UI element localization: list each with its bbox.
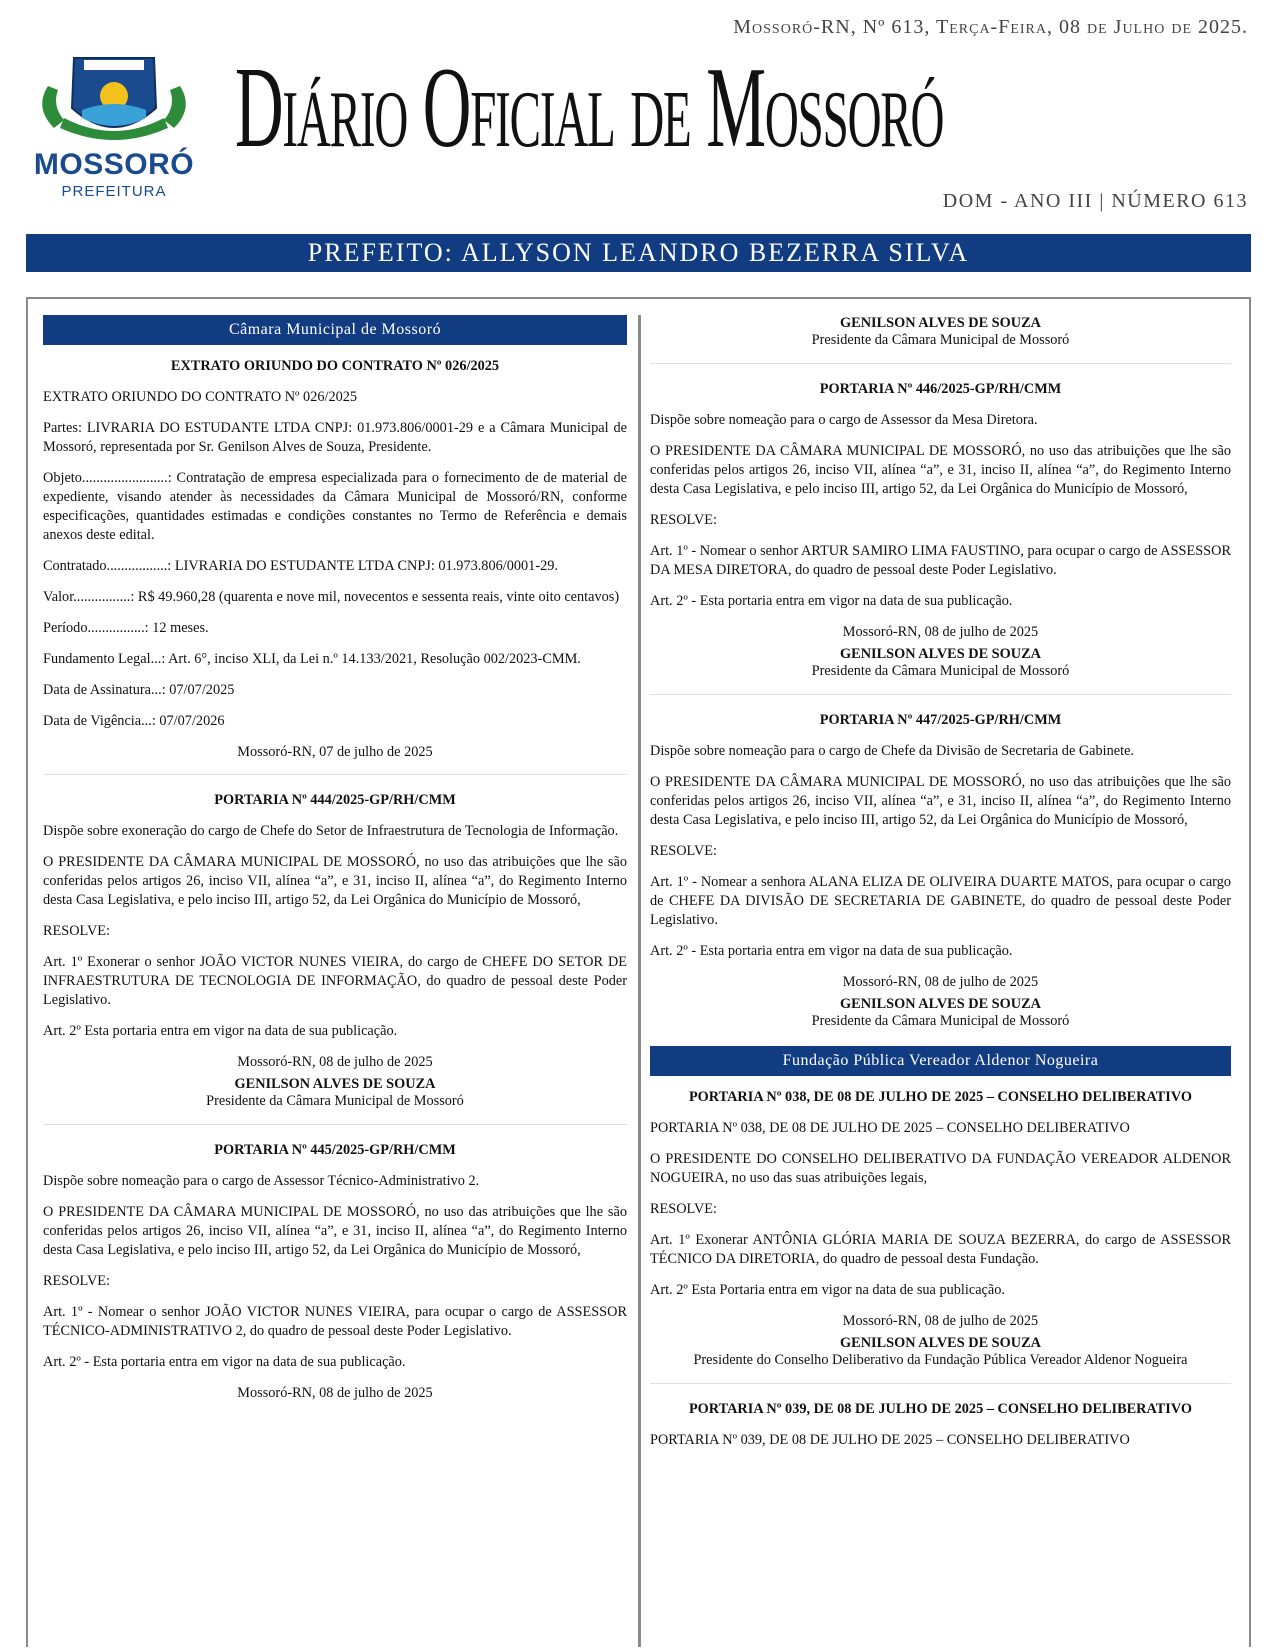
portaria-445-signatory: GENILSON ALVES DE SOUZA — [840, 315, 1041, 331]
portaria-447-art1: Art. 1º - Nomear a senhora ALANA ELIZA DE OLIVEIRA DUARTE MATOS, para ocupar o cargo de CHEFE DA DIVISÃO DE SECRETARIA DE GABINETE, do quadro de pessoal deste Poder Legislativo. — [650, 874, 1231, 928]
mayor-banner: PREFEITO: ALLYSON LEANDRO BEZERRA SILVA — [26, 234, 1251, 272]
extrato-fundamento: Fundamento Legal...: Art. 6°, inciso XLI, da Lei n.º 14.133/2021, Resolução 002/2023-CMM. — [43, 651, 581, 667]
portaria-447-local-data: Mossoró-RN, 08 de julho de 2025 — [842, 974, 1039, 990]
extrato-local-data: Mossoró-RN, 07 de julho de 2025 — [237, 744, 433, 760]
portaria-038-local-data: Mossoró-RN, 08 de julho de 2025 — [842, 1313, 1039, 1329]
portaria-446-signatory: GENILSON ALVES DE SOUZA — [840, 646, 1041, 662]
separator — [650, 1383, 1231, 1384]
extrato-subtitle: EXTRATO ORIUNDO DO CONTRATO Nº 026/2025 — [43, 389, 358, 405]
portaria-444-art1: Art. 1º Exonerar o senhor JOÃO VICTOR NUNES VIEIRA, do cargo de CHEFE DO SETOR DE INFRAESTRUTURA DE TECNOLOGIA DE INFORMAÇÃO, do quadro de pessoal deste Poder Legislativo. — [43, 954, 627, 1008]
portaria-447-preambulo: O PRESIDENTE DA CÂMARA MUNICIPAL DE MOSSORÓ, no uso das atribuições que lhe são conferidas pelos artigos 26, inciso VII, alínea “a”, e 31, inciso II, alínea “a”, do Regimento Interno desta Casa Legislativa, e pelo inciso III, artigo 52, da Lei Orgânica do Município de Mossoró, — [650, 774, 1231, 828]
portaria-038-subtitle: PORTARIA Nº 038, DE 08 DE JULHO DE 2025 – CONSELHO DELIBERATIVO — [650, 1120, 1130, 1136]
portaria-038-art2: Art. 2º Esta Portaria entra em vigor na data de sua publicação. — [650, 1282, 1005, 1298]
portaria-039-subtitle: PORTARIA Nº 039, DE 08 DE JULHO DE 2025 – CONSELHO DELIBERATIVO — [650, 1432, 1130, 1448]
separator — [43, 1124, 627, 1125]
portaria-447-art2: Art. 2º - Esta portaria entra em vigor na data de sua publicação. — [650, 943, 1013, 959]
portaria-445-preambulo: O PRESIDENTE DA CÂMARA MUNICIPAL DE MOSSORÓ, no uso das atribuições que lhe são conferidas pelos artigos 26, inciso VII, alínea “a”, e 31, inciso II, alínea “a”, do Regimento Interno desta Casa Legislativa, e pelo inciso III, artigo 52, da Lei Orgânica do Município de Mossoró, — [43, 1204, 627, 1258]
portaria-444-title: PORTARIA Nº 444/2025-GP/RH/CMM — [214, 792, 456, 808]
extrato-contratado: Contratado.................: LIVRARIA DO ESTUDANTE LTDA CNPJ: 01.973.806/0001-29. — [43, 558, 558, 574]
portaria-446-title: PORTARIA Nº 446/2025-GP/RH/CMM — [819, 381, 1062, 397]
portaria-446-local-data: Mossoró-RN, 08 de julho de 2025 — [842, 624, 1039, 640]
prefeitura-logo — [24, 48, 204, 208]
municipal-crest-icon — [24, 48, 204, 148]
portaria-445-title: PORTARIA Nº 445/2025-GP/RH/CMM — [214, 1142, 456, 1158]
portaria-038-art1: Art. 1º Exonerar ANTÔNIA GLÓRIA MARIA DE SOUZA BEZERRA, do cargo de ASSESSOR TÉCNICO DA DIRETORIA, do quadro de pessoal desta Fundação. — [650, 1232, 1231, 1267]
portaria-444-resolve: RESOLVE: — [43, 923, 110, 939]
portaria-447-signatory: GENILSON ALVES DE SOUZA — [840, 996, 1041, 1012]
portaria-444-signatory-role: Presidente da Câmara Municipal de Mossoró — [206, 1093, 464, 1109]
separator — [650, 694, 1231, 695]
portaria-447-resolve: RESOLVE: — [650, 843, 717, 859]
portaria-038-signatory-role: Presidente do Conselho Deliberativo da Fundação Pública Vereador Aldenor Nogueira — [693, 1352, 1188, 1368]
portaria-446-ementa: Dispõe sobre nomeação para o cargo de Assessor da Mesa Diretora. — [650, 412, 1038, 428]
portaria-445-art2: Art. 2º - Esta portaria entra em vigor na data de sua publicação. — [43, 1354, 406, 1370]
portaria-446-resolve: RESOLVE: — [650, 512, 717, 528]
logo-subtitle: PREFEITURA — [61, 183, 167, 200]
extrato-vigencia: Data de Vigência...: 07/07/2026 — [43, 713, 225, 729]
portaria-038-signatory: GENILSON ALVES DE SOUZA — [840, 1335, 1041, 1351]
issue-line: DOM - ANO III | NÚMERO 613 — [942, 190, 1248, 212]
separator — [650, 363, 1231, 364]
portaria-446-art1: Art. 1º - Nomear o senhor ARTUR SAMIRO LIMA FAUSTINO, para ocupar o cargo de ASSESSOR DA MESA DIRETORA, do quadro de pessoal deste Poder Legislativo. — [650, 543, 1231, 578]
portaria-444-preambulo: O PRESIDENTE DA CÂMARA MUNICIPAL DE MOSSORÓ, no uso das atribuições que lhe são conferidas pelos artigos 26, inciso VII, alínea “a”, e 31, inciso II, alínea “a”, do Regimento Interno desta Casa Legislativa, e pelo inciso III, artigo 52, da Lei Orgânica do Município de Mossoró, — [43, 854, 627, 908]
portaria-445-art1: Art. 1º - Nomear o senhor JOÃO VICTOR NUNES VIEIRA, para ocupar o cargo de ASSESSOR TÉCNICO-ADMINISTRATIVO 2, do quadro de pessoal deste Poder Legislativo. — [43, 1304, 627, 1339]
portaria-038-resolve: RESOLVE: — [650, 1201, 717, 1217]
portaria-446-art2: Art. 2º - Esta portaria entra em vigor na data de sua publicação. — [650, 593, 1013, 609]
extrato-valor: Valor................: R$ 49.960,28 (quarenta e nove mil, novecentos e sessenta reais, vinte oito centavos) — [43, 589, 620, 605]
portaria-447-signatory-role: Presidente da Câmara Municipal de Mossoró — [811, 1013, 1070, 1029]
left-column — [43, 315, 627, 1415]
separator — [43, 774, 627, 775]
masthead-title: Diário Oficial de Mossoró — [235, 44, 944, 172]
section-heading-camara: Câmara Municipal de Mossoró — [43, 315, 627, 345]
extrato-objeto: Objeto........................: Contratação de empresa especializada para o fornecimento de de material de expediente, visando atender às necessidades da Câmara Municipal de Mossoró/RN, conforme especificações, quantidades estimadas e condições constantes no Termo de Referência e demais anexos deste edital. — [43, 470, 627, 543]
portaria-038-preambulo: O PRESIDENTE DO CONSELHO DELIBERATIVO DA FUNDAÇÃO VEREADOR ALDENOR NOGUEIRA, no uso das suas atribuições legais, — [650, 1151, 1231, 1186]
portaria-444-art2: Art. 2º Esta portaria entra em vigor na data de sua publicação. — [43, 1023, 398, 1039]
portaria-039-title: PORTARIA Nº 039, DE 08 DE JULHO DE 2025 – CONSELHO DELIBERATIVO — [688, 1401, 1193, 1417]
right-column — [650, 315, 1231, 1462]
portaria-445-ementa: Dispõe sobre nomeação para o cargo de Assessor Técnico-Administrativo 2. — [43, 1173, 480, 1189]
section-heading-fundacao: Fundação Pública Vereador Aldenor Nogueira — [650, 1046, 1231, 1076]
extrato-assinatura: Data de Assinatura...: 07/07/2025 — [43, 682, 235, 698]
portaria-445-signatory-role: Presidente da Câmara Municipal de Mossoró — [811, 332, 1070, 348]
edition-line: Mossoró-RN, Nº 613, Terça-Feira, 08 de Julho de 2025. — [733, 16, 1248, 38]
portaria-444-local-data: Mossoró-RN, 08 de julho de 2025 — [237, 1054, 433, 1070]
extrato-title: EXTRATO ORIUNDO DO CONTRATO Nº 026/2025 — [170, 358, 500, 374]
portaria-446-preambulo: O PRESIDENTE DA CÂMARA MUNICIPAL DE MOSSORÓ, no uso das atribuições que lhe são conferidas pelos artigos 26, inciso VII, alínea “a”, e 31, inciso II, alínea “a”, do Regimento Interno desta Casa Legislativa, e pelo inciso III, artigo 52, da Lei Orgânica do Município de Mossoró, — [650, 443, 1231, 497]
portaria-444-ementa: Dispõe sobre exoneração do cargo de Chefe do Setor de Infraestrutura de Tecnologia de Informação. — [43, 823, 619, 839]
extrato-periodo: Período................: 12 meses. — [43, 620, 209, 636]
column-divider — [638, 315, 641, 1647]
extrato-partes: Partes: LIVRARIA DO ESTUDANTE LTDA CNPJ: 01.973.806/0001-29 e a Câmara Municipal de Mossoró, representada por Sr. Genilson Alves de Souza, Presidente. — [43, 420, 627, 455]
portaria-445-local-data: Mossoró-RN, 08 de julho de 2025 — [237, 1385, 433, 1401]
portaria-445-resolve: RESOLVE: — [43, 1273, 110, 1289]
portaria-444-signatory: GENILSON ALVES DE SOUZA — [234, 1076, 436, 1092]
portaria-447-title: PORTARIA Nº 447/2025-GP/RH/CMM — [819, 712, 1062, 728]
portaria-038-title: PORTARIA Nº 038, DE 08 DE JULHO DE 2025 – CONSELHO DELIBERATIVO — [688, 1089, 1193, 1105]
logo-city: MOSSORÓ — [33, 148, 195, 181]
portaria-447-ementa: Dispõe sobre nomeação para o cargo de Chefe da Divisão de Secretaria de Gabinete. — [650, 743, 1135, 759]
portaria-446-signatory-role: Presidente da Câmara Municipal de Mossoró — [811, 663, 1070, 679]
